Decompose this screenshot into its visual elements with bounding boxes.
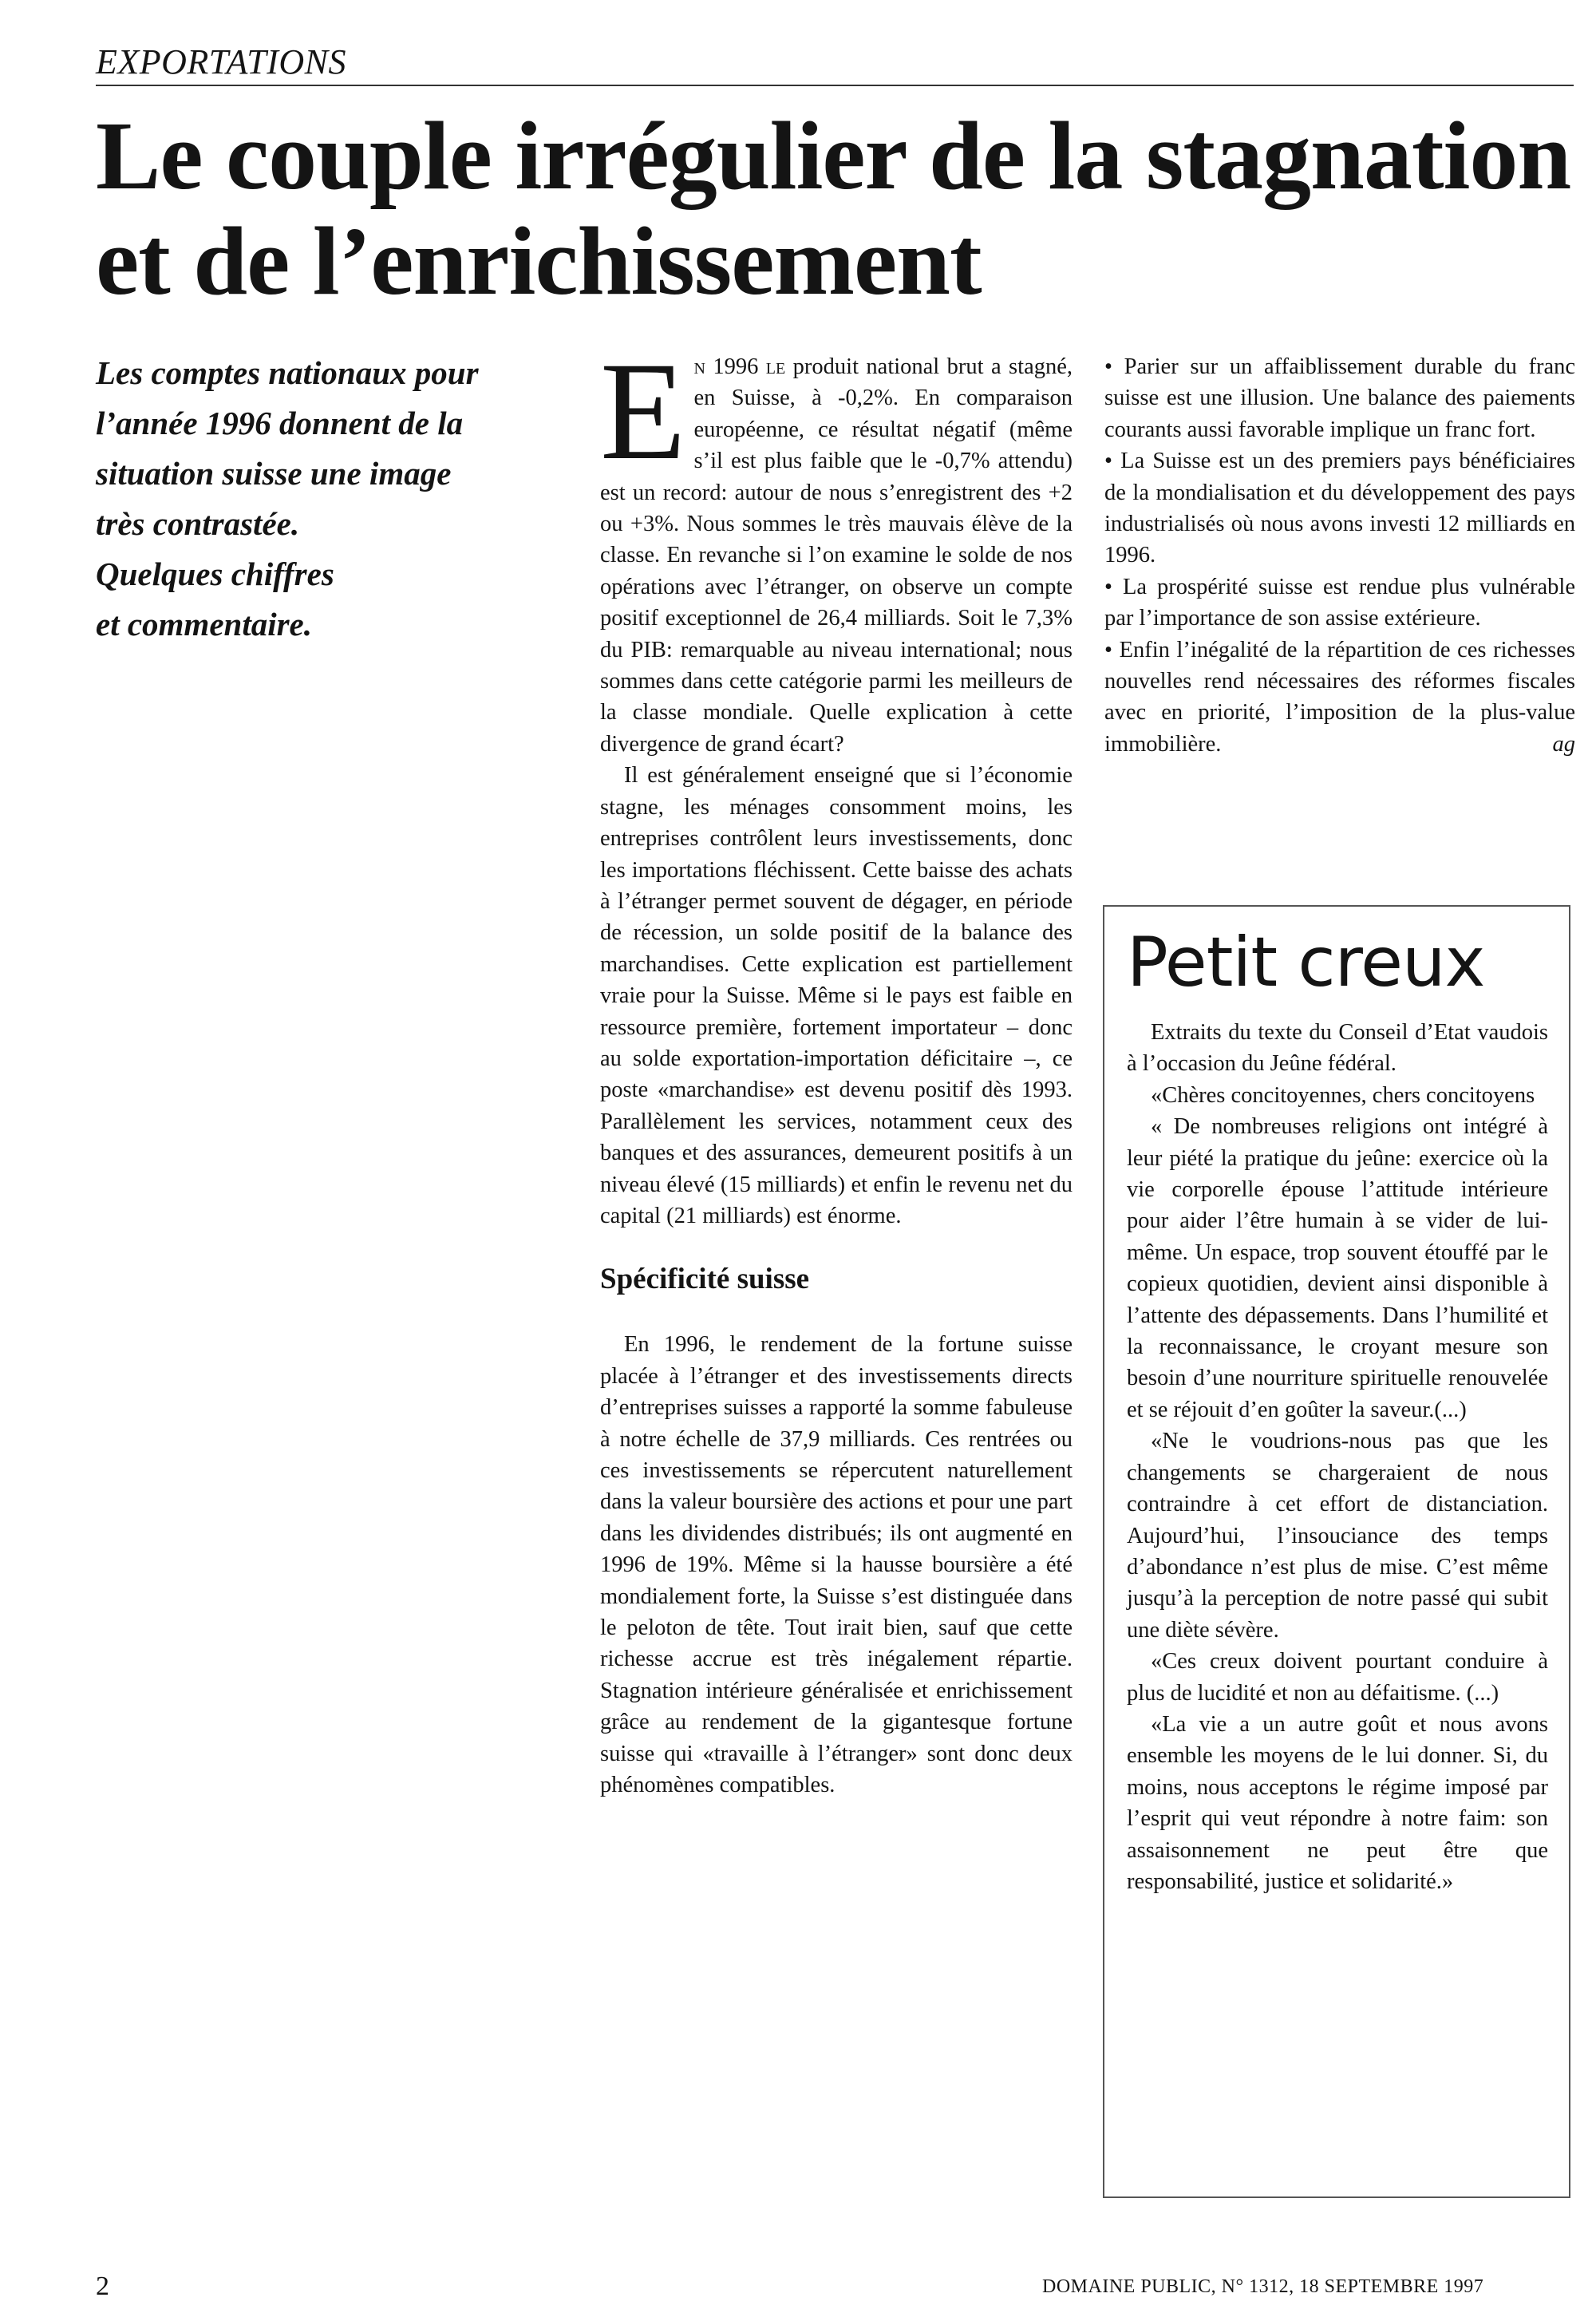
sidebar-paragraph: «Ces creux doivent pourtant conduire à plus de lucidité et non au défaitisme. (...) [1127, 1649, 1548, 1706]
sidebar-paragraph: «Chères concitoyennes, chers concitoyens [1151, 1082, 1535, 1108]
sidebar-paragraph: Extraits du texte du Conseil d’Etat vaudois à l’occasion du Jeûne fédéral. [1127, 1020, 1548, 1077]
lead-line: et commentaire. [96, 606, 313, 643]
author-signature: ag [1552, 732, 1575, 757]
headline [96, 104, 1580, 314]
page-number: 2 [96, 2272, 109, 2301]
article-column-2 [1104, 351, 1575, 761]
paragraph-text: produit national brut a stagné, en Suisse, à -0,2%. En comparaison européenne, ce résultat négatif (même s’il est plus faible que le -0,7% attendu) est un record: autour de nous s’enregistrent des +2 ou +3%. Nous sommes le très mauvais élève de la classe. En revanche si l’on examine le solde de nos opérations avec l’étranger, on observe un compte positif exceptionnel de 26,4 milliards. Soit le 7,3% du PIB: remarquable au niveau international; nous sommes dans cette catégorie parmi les meilleurs de la classe mondiale. Quelle explication à cette divergence de grand écart? [600, 354, 1073, 757]
bullet-paragraph: • La prospérité suisse est rendue plus vulnérable par l’importance de son assise extérieure. [1104, 574, 1575, 631]
lead-paragraph [96, 348, 575, 650]
lead-line: situation suisse une image [96, 455, 452, 492]
lead-line: l’année 1996 donnent de la [96, 405, 464, 441]
sidebar-paragraph: «La vie a un autre goût et nous avons ensemble les moyens de le lui donner. Si, du moins, nous acceptons le régime imposé par l’esprit qui veut répondre à notre faim: son assaisonnement ne peut être que responsabilité, justice et solidarité.» [1127, 1711, 1548, 1894]
drop-cap: E [600, 334, 686, 489]
section-label: EXPORTATIONS [96, 42, 346, 81]
article-paragraph: Il est généralement enseigné que si l’économie stagne, les ménages consomment moins, les entreprises contrôlent leurs investissements, donc les importations fléchissent. Cette baisse des achats à l’étranger permet souvent de dégager, en période de récession, un solde positif de la balance des marchandises. Cette explication est partiellement vraie pour la Suisse. Même si le pays est faible en ressource première, fortement importateur – donc au solde exportation-importation déficitaire –, ce poste «marchandise» est devenu positif dès 1993. Parallèlement les services, notamment ceux des banques et des assurances, demeurent positifs à un niveau élevé (15 milliards) et enfin le revenu net du capital (21 milliards) est énorme. [600, 763, 1073, 1228]
headline-line-1: Le couple irrégulier de la stagnation [96, 102, 1571, 210]
bullet-paragraph: • Parier sur un affaiblissement durable du franc suisse est une illusion. Une balance des paiements courants aussi favorable implique un franc fort. [1104, 354, 1575, 442]
sidebar-box [1103, 905, 1570, 2198]
lead-line: Quelques chiffres [96, 556, 334, 592]
header-rule [96, 85, 1574, 86]
subheading: Spécificité suisse [600, 1263, 810, 1296]
lead-line: Les comptes nationaux pour [96, 354, 479, 391]
smallcaps-opening: n 1996 le [693, 354, 786, 379]
bullet-paragraph: • Enfin l’inégalité de la répartition de ces richesses nouvelles rend nécessaires des réformes fiscales avec en priorité, l’imposition de la plus-value immobilière. [1104, 637, 1575, 757]
lead-line: très contrastée. [96, 505, 300, 542]
bullet-paragraph: • La Suisse est un des premiers pays bénéficiaires de la mondialisation et du développement des pays industrialisés où nous avons investi 12 milliards en 1996. [1104, 449, 1575, 568]
sidebar-paragraph: « De nombreuses religions ont intégré à leur piété la pratique du jeûne: exercice où la vie corporelle épouse l’attitude intérieure pour aider l’être humain à se vider de lui-même. Un espace, trop souvent étouffé par le copieux quotidien, devient ainsi disponible à l’attente des dépassements. Dans l’humilité et la reconnaissance, le croyant mesure son besoin d’une nourriture spirituelle renouvelée et se réjouit d’en goûter la saveur.(...) [1127, 1114, 1548, 1422]
article-paragraph [600, 334, 1073, 760]
sidebar-title: Petit creux [1127, 923, 1485, 1002]
sidebar-paragraph: «Ne le voudrions-nous pas que les changements se chargeraient de nous contraindre à cet effort de distanciation. Aujourd’hui, l’insouciance des temps d’abondance n’est plus de mise. C’est même jusqu’à la perception de notre passé qui subit une diète sévère. [1127, 1429, 1548, 1643]
sidebar-text [1127, 1017, 1548, 1897]
publication-info: DOMAINE PUBLIC, N° 1312, 18 SEPTEMBRE 1997 [1042, 2276, 1484, 2297]
headline-line-2: et de l’enrichissement [96, 208, 982, 315]
article-paragraph: En 1996, le rendement de la fortune suisse placée à l’étranger et des investissements directs d’entreprises suisses a rapporté la somme fabuleuse à notre échelle de 37,9 milliards. Ces rentrées ou ces investissements se répercutent naturellement dans la valeur boursière des actions et pour une part dans les dividendes distribués; ils ont augmenté en 1996 de 19%. Même si la hausse boursière a été mondialement forte, la Suisse s’est distinguée dans le peloton de tête. Tout irait bien, sauf que cette richesse accrue est très inégalement répartie. Stagnation intérieure généralisée et enrichissement grâce au rendement de la gigantesque fortune suisse qui «travaille à l’étranger» sont donc deux phénomènes compatibles. [600, 1332, 1073, 1798]
article-column-1 [600, 334, 1073, 1801]
